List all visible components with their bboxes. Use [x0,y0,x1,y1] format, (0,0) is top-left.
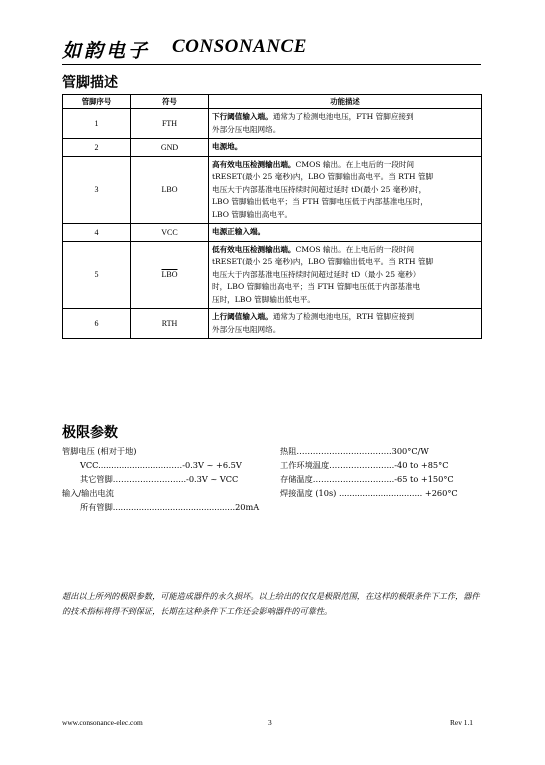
function-text-line: LBO 管脚输出高电平。 [212,209,293,219]
limits-right-column [280,444,458,500]
col-header-symbol: 符号 [131,95,209,109]
function-text-line: LBO 管脚输出低电平；当 FTH 管脚电压低于内部基准电压时， [212,197,428,206]
pin-number-cell: 5 [63,241,131,309]
pin-function-cell [209,109,482,139]
function-text-line: 通常为了检测电池电压，RTH 管脚应接到 [272,312,414,321]
limit-item: VCC..........................……-0.3V ~ +6.5V [80,460,242,470]
function-text-line: CMOS 输出。在上电后的一段时间 [295,244,415,254]
function-title: 电源地。 [212,142,243,151]
function-text-line: 外部分压电阻网络。 [212,324,281,334]
limit-item: 所有管脚...............................................20mA [80,502,260,512]
pin-symbol-cell: RTH [131,309,209,339]
brand-chinese-name: 如韵电子 [62,40,151,62]
pin-number-cell: 6 [63,309,131,339]
limit-item: 输入/输出电流 [62,488,114,498]
footer-page-number: 3 [268,718,272,727]
table-row [63,241,482,309]
pins-section-title: 管脚描述 [62,75,118,91]
function-text-line: 时，LBO 管脚输出高电平；当 FTH 管脚电压低于内部基准电 [212,282,421,291]
limits-left-column [62,444,259,514]
pin-function-cell [209,309,482,339]
function-title: 低有效电压检测输出端。 [212,244,296,254]
pin-symbol-cell: $\overline{LBO}$ [131,241,209,309]
brand-english-name: CONSONANCE [172,36,307,57]
function-text-line: tRESET(最小 25 毫秒)内，LBO 管脚输出低电平。当 RTH 管脚 [212,257,434,266]
pin-symbol-cell: VCC [131,224,209,242]
limit-item: 管脚电压 (相对于地) [62,446,137,456]
limit-item: 工作环境温度…………………...-40 to +85°C [280,460,449,470]
function-text-line: CMOS 输出。在上电后的一段时间 [295,159,415,169]
function-title: 上行阈值输入端。 [212,312,273,321]
footer-url: www.consonance-elec.com [62,718,143,727]
pin-symbol-cell: GND [131,139,209,157]
table-row [63,109,482,139]
col-header-pin-number: 管脚序号 [63,95,131,109]
pin-function-cell [209,241,482,309]
col-header-function: 功能描述 [209,95,482,109]
function-text-line: 电压大于内部基准电压持续时间超过延时 tD（最小 25 毫秒） [212,269,421,279]
pin-number-cell: 1 [63,109,131,139]
limits-section-title: 极限参数 [62,425,118,441]
pin-number-cell: 4 [63,224,131,242]
function-text-line: tRESET(最小 25 毫秒)内，LBO 管脚输出高电平。当 RTH 管脚 [212,172,434,181]
table-row [63,139,482,157]
pin-number-cell: 3 [63,156,131,224]
limit-item: 焊接温度 (10s) ................................ +260°C [280,488,458,498]
function-text-line: 外部分压电阻网络。 [212,124,281,134]
table-row [63,309,482,339]
pin-function-cell [209,224,482,242]
limit-item: 热阻………………….………….300°C/W [280,446,429,456]
table-row [63,156,482,224]
pin-symbol-cell: LBO [131,156,209,224]
function-text-line: 压时，LBO 管脚输出低电平。 [212,294,315,304]
header-divider [62,64,481,65]
limit-item: 存储温度………………………...-65 to +150°C [280,474,454,484]
function-text-line: 通常为了检测电池电压，FTH 管脚应接到 [272,112,414,121]
pin-number-cell: 2 [63,139,131,157]
pin-symbol-cell: FTH [131,109,209,139]
function-title: 电源正输入端。 [212,227,266,236]
warning-note: 超出以上所列的极限参数，可能造成器件的永久损坏。以上给出的仅仅是极限范围，在这样的极限条件下工作，器件的技术指标将得不到保证，长期在这种条件下工作还会影响器件的可靠性。 [62,591,480,616]
pin-description-table [62,94,482,339]
table-row [63,224,482,242]
function-title: 下行阈值输入端。 [212,112,273,121]
pin-function-cell [209,156,482,224]
table-header-row [63,95,482,109]
function-title: 高有效电压检测输出端。 [212,159,296,169]
footer-revision: Rev 1.1 [450,718,473,727]
pin-function-cell [209,139,482,157]
function-text-line: 电压大于内部基准电压持续时间超过延时 tD(最小 25 毫秒)时， [212,184,427,194]
limit-item: 其它管脚……………………...-0.3V ~ VCC [80,474,239,484]
